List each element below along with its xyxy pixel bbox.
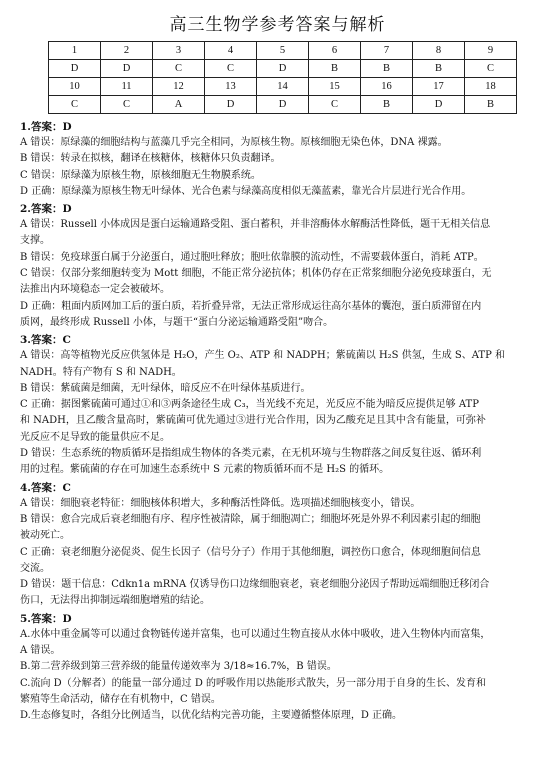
question-answer-heading: 3.答案：C [20,334,71,347]
answer-cell: D [257,96,309,114]
question-number-cell: 8 [413,42,465,60]
explanation-line: A 错误：高等植物光反应供氢体是 H₂O，产生 O₂、ATP 和 NADPH；紫硫菌以 H₂S 供氢，生成 S、ATP 和 [20,350,505,362]
question-number-cell: 5 [257,42,309,60]
explanation-line: C 错误：仅部分浆细胞转变为 Mott 细胞，不能正常分泌抗体；机体仍存在正常浆细胞分泌免疫球蛋白，无 [20,268,492,280]
explanation-line: 支撑。 [20,235,50,247]
question-number-cell: 12 [153,78,205,96]
question-number-cell: 6 [309,42,361,60]
answer-cell: C [309,96,361,114]
question-explanation [20,481,535,610]
answer-cell: A [153,96,205,114]
answer-cell: C [153,60,205,78]
answer-table-row [49,96,517,114]
explanation-line: D 错误：生态系统的物质循环是指组成生物体的各类元素，在无机环境与生物群落之间反复往返、循环利 [20,448,482,460]
explanation-line: A 错误：细胞衰老特征：细胞核体积增大，多种酶活性降低。选项描述细胞核变小，错误。 [20,497,421,509]
question-number-cell: 1 [49,42,101,60]
explanation-line: A.水体中重金属等可以通过食物链传递并富集，也可以通过生物直接从水体中吸收，进入生物体内而富集， [20,628,491,640]
explanation-line: C 正确：据图紫硫菌可通过①和③两条途径生成 C₃，当光线不充足，光反应不能为暗反应提供足够 ATP [20,399,479,411]
question-number-cell: 13 [205,78,257,96]
answer-cell: D [49,60,101,78]
question-answer-heading: 2.答案：D [20,203,72,216]
explanation-line: A 错误：原绿藻的细胞结构与蓝藻几乎完全相同，为原核生物。原核细胞无染色体，DNA 裸露。 [20,137,448,148]
question-answer-heading: 4.答案：C [20,481,71,494]
page-title: 高三生物学参考答案与解析 [169,15,386,35]
answer-cell: C [101,96,153,114]
answer-cell: B [309,60,361,78]
question-explanation [20,612,535,725]
explanation-line: B 错误：紫硫菌是细菌，无叶绿体，暗反应不在叶绿体基质进行。 [20,382,311,394]
answer-cell: C [49,96,101,114]
question-number-cell: 17 [413,78,465,96]
question-number-cell: 11 [101,78,153,96]
explanation-line: B.第二营养级到第三营养级的能量传递效率为 3/18≈16.7%，B 错误。 [20,661,337,673]
answer-table-row [49,60,517,78]
question-number-cell: 2 [101,42,153,60]
answer-cell: D [257,60,309,78]
answer-cell: C [465,60,517,78]
question-explanation [20,120,535,200]
answer-table [48,41,517,114]
question-explanation [20,202,535,331]
question-number-cell: 18 [465,78,517,96]
answer-table-row [49,78,517,96]
answer-table-row [49,42,517,60]
answer-cell: B [413,60,465,78]
question-answer-heading: 1.答案：D [20,121,72,133]
explanation-line: D 正确：原绿藻为原核生物无叶绿体、光合色素与绿藻高度相似无藻蓝素，靠光合片层进行光合作用。 [20,185,472,197]
explanation-line: NADH。特有产物有 S 和 NADH。 [20,366,182,378]
explanation-line: 用的过程。紫硫菌的存在可加速生态系统中 S 元素的物质循环而不是 H₂S 的循环。 [20,464,390,476]
explanation-line: D 错误：题干信息：Cdkn1a mRNA 仅诱导伤口边缘细胞衰老，衰老细胞分泌因子帮助远端细胞迁移闭合 [20,579,490,591]
explanation-line: 伤口，无法得出抑制远端细胞增殖的结论。 [20,595,210,607]
question-number-cell: 9 [465,42,517,60]
explanation-line: 质网，最终形成 Russell 小体，与题干“蛋白分泌运输通路受阻”吻合。 [20,316,334,328]
explanation-line: D 正确：粗面内质网加工后的蛋白质，若折叠异常，无法正常形成运往高尔基体的囊泡，蛋白质滞留在内 [20,300,482,312]
explanation-line: D.生态修复时，各组分比例适当，以优化结构完善功能，主要遵循整体原理，D 正确。 [20,710,403,722]
explanation-line: 繁殖等生命活动，储存在有机物中，C 错误。 [20,693,221,705]
question-number-cell: 14 [257,78,309,96]
question-answer-heading: 5.答案：D [20,612,72,625]
explanation-line: 光反应不足导致的能量供应不足。 [20,431,170,443]
answer-cell: B [361,96,413,114]
answer-cell: D [101,60,153,78]
question-number-cell: 7 [361,42,413,60]
question-number-cell: 15 [309,78,361,96]
explanation-line: C.流向 D（分解者）的能量一部分通过 D 的呼吸作用以热能形式散失，另一部分用于自身的生长、发育和 [20,677,487,689]
explanation-line: 交流。 [20,562,50,574]
explanation-line: A 错误：Russell 小体成因是蛋白运输通路受阻、蛋白蓄积，并非溶酶体水解酶活性降低，题干无相关信息 [20,219,491,231]
explanation-line: 和 NADH，且乙酸含量高时，紫硫菌可优先通过③进行光合作用，因为乙酸充足且其中含有能量，可弥补 [20,415,486,427]
question-explanation [20,333,535,478]
explanation-line: B 错误：免疫球蛋白属于分泌蛋白，通过胞吐释放；胞吐依靠膜的流动性，不需要载体蛋白，消耗 ATP。 [20,251,484,263]
explanation-line: B 错误：转录在拟核，翻译在核糖体，核糖体只负责翻译。 [20,153,281,165]
explanation-line: C 错误：原绿藻为原核生物，原核细胞无生物膜系统。 [20,169,261,181]
answer-cell: C [205,60,257,78]
explanation-line: B 错误：愈合完成后衰老细胞有序、程序性被清除，属于细胞凋亡；细胞坏死是外界不利因素引起的细胞 [20,513,481,525]
explanations [20,120,535,725]
explanation-line: 法推出内环境稳态一定会被破坏。 [20,284,170,296]
answer-cell: B [361,60,413,78]
answer-cell: D [413,96,465,114]
answer-cell: B [465,96,517,114]
question-number-cell: 16 [361,78,413,96]
question-number-cell: 10 [49,78,101,96]
question-number-cell: 3 [153,42,205,60]
question-number-cell: 4 [205,42,257,60]
answer-cell: D [205,96,257,114]
explanation-line: A 错误。 [20,645,61,657]
explanation-line: 被动死亡。 [20,530,70,542]
explanation-line: C 正确：衰老细胞分泌促炎、促生长因子（信号分子）作用于其他细胞，调控伤口愈合，体现细胞间信息 [20,546,481,558]
